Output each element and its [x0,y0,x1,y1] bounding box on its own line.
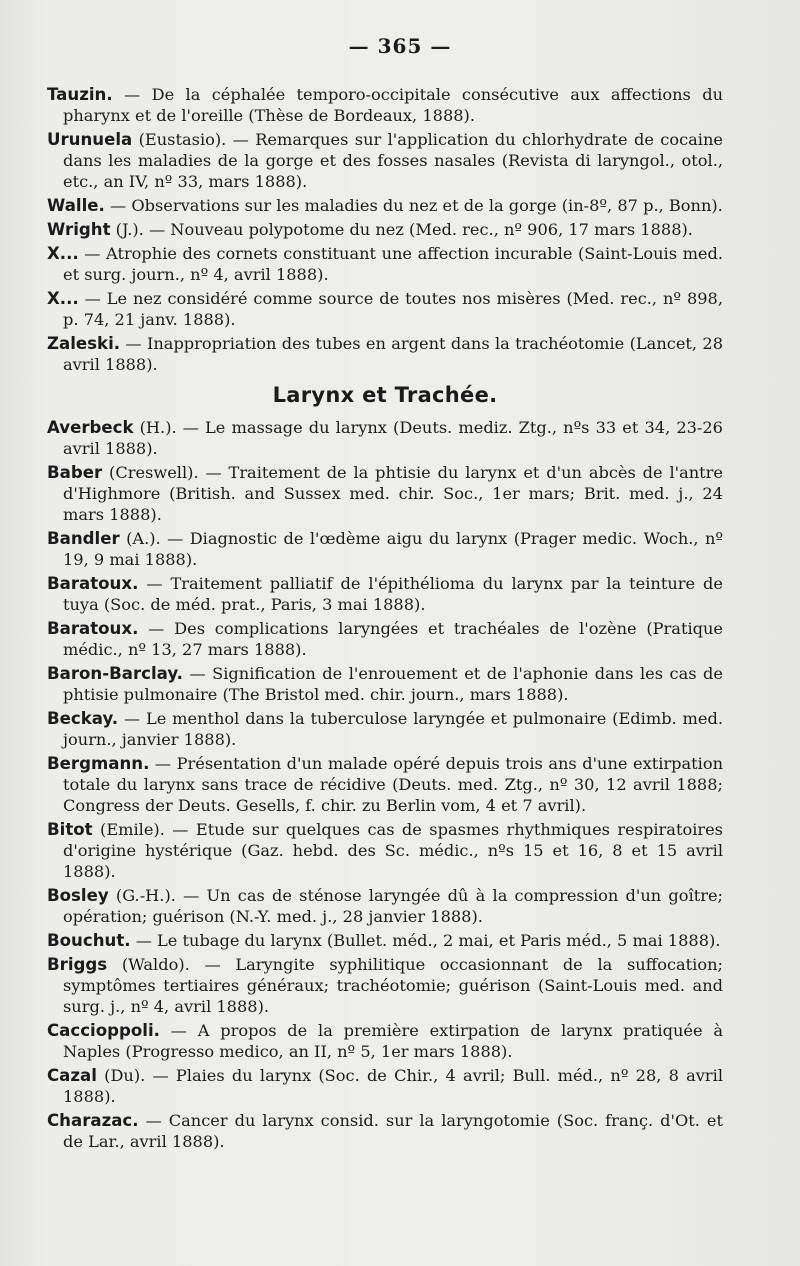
entry-author: Bandler [47,529,120,548]
bibliography-entry [47,954,723,1017]
entry-text: — Le nez considéré comme source de toutes nos misères (Med. rec., nº 898, p. 74, 21 janv. 1888). [63,289,723,329]
entry-text: — Le tubage du larynx (Bullet. méd., 2 mai, et Paris méd., 5 mai 1888). [130,931,721,950]
entry-text: (J.). — Nouveau polypotome du nez (Med. rec., nº 906, 17 mars 1888). [110,220,693,239]
bibliography-entry [47,573,723,615]
entries-after [47,417,723,1152]
entry-text: — Le menthol dans la tuberculose laryngée et pulmonaire (Edimb. med. journ., janvier 1888). [63,709,723,749]
entry-text: — De la céphalée temporo-occipitale consécutive aux affections du pharynx et de l'oreille (Thèse de Bordeaux, 1888). [63,85,723,125]
entry-text: — Signification de l'enrouement et de l'aphonie dans les cas de phtisie pulmonaire (The Bristol med. chir. journ., mars 1888). [63,664,723,704]
entry-text: — Observations sur les maladies du nez et de la gorge (in-8º, 87 p., Bonn). [104,196,723,215]
entry-author: Cazal [47,1066,97,1085]
bibliography-body [47,84,723,1155]
entry-text: — Traitement palliatif de l'épithélioma du larynx par la teinture de tuya (Soc. de méd. prat., Paris, 3 mai 1888). [63,574,723,614]
entry-author: Briggs [47,955,108,974]
entry-author: X... [47,289,79,308]
bibliography-entry [47,753,723,816]
entry-author: X... [47,244,79,263]
entry-text: (Eustasio). — Remarques sur l'application du chlorhydrate de cocaine dans les maladies de la gorge et des fosses nasales (Revista di laryngol., otol., etc., an IV, nº 33, mars 1888). [63,130,723,191]
bibliography-entry [47,219,723,240]
bibliography-entry [47,618,723,660]
entry-author: Caccioppoli. [47,1021,160,1040]
entry-text: (Waldo). — Laryngite syphilitique occasionnant de la suffocation; symptômes tertiaires généraux; trachéotomie; guérison (Saint-Louis med. and surg. j., nº 4, avril 1888). [63,955,723,1016]
entry-text: — Atrophie des cornets constituant une affection incurable (Saint-Louis med. et surg. journ., nº 4, avril 1888). [63,244,723,284]
bibliography-entry [47,462,723,525]
entry-author: Urunuela [47,130,133,149]
bibliography-entry [47,1065,723,1107]
entry-author: Walle. [47,196,105,215]
bibliography-entry [47,84,723,126]
bibliography-entry [47,129,723,192]
entry-author: Bosley [47,886,109,905]
bibliography-entry [47,333,723,375]
bibliography-entry [47,1110,723,1152]
bibliography-entry [47,243,723,285]
bibliography-entry [47,663,723,705]
entry-author: Averbeck [47,418,134,437]
bibliography-entry [47,885,723,927]
bibliography-entry [47,288,723,330]
entry-author: Baron-Barclay. [47,664,183,683]
entry-text: (A.). — Diagnostic de l'œdème aigu du larynx (Prager medic. Woch., nº 19, 9 mai 1888). [63,529,723,569]
entry-text: (Emile). — Etude sur quelques cas de spasmes rhythmiques respiratoires d'origine hystérique (Gaz. hebd. des Sc. médic., nºs 15 et 16, 8 et 15 avril 1888). [63,820,723,881]
entry-author: Wright [47,220,111,239]
entry-text: (Du). — Plaies du larynx (Soc. de Chir., 4 avril; Bull. méd., nº 28, 8 avril 1888). [63,1066,723,1106]
entry-author: Baratoux. [47,619,139,638]
entries-before [47,84,723,375]
bibliography-entry [47,417,723,459]
entry-author: Baratoux. [47,574,139,593]
entry-text: — A propos de la première extirpation de larynx pratiquée à Naples (Progresso medico, an II, nº 5, 1er mars 1888). [63,1021,723,1061]
bibliography-entry [47,195,723,216]
entry-author: Beckay. [47,709,119,728]
entry-text: (Creswell). — Traitement de la phtisie du larynx et d'un abcès de l'antre d'Highmore (British. and Sussex med. chir. Soc., 1er mars; Brit. med. j., 24 mars 1888). [63,463,723,524]
page-number: — 365 — [348,34,452,58]
entry-text: — Inappropriation des tubes en argent dans la trachéotomie (Lancet, 28 avril 1888). [63,334,723,374]
entry-author: Bitot [47,820,93,839]
bibliography-entry [47,708,723,750]
entry-text: (H.). — Le massage du larynx (Deuts. mediz. Ztg., nºs 33 et 34, 23-26 avril 1888). [63,418,723,458]
bibliography-entry [47,1020,723,1062]
bibliography-entry [47,819,723,882]
entry-text: — Cancer du larynx consid. sur la laryngotomie (Soc. franç. d'Ot. et de Lar., avril 1888). [63,1111,723,1151]
bibliography-entry [47,528,723,570]
bibliography-entry [47,930,723,951]
entry-author: Bouchut. [47,931,131,950]
entry-author: Tauzin. [47,85,113,104]
entry-author: Bergmann. [47,754,150,773]
entry-author: Zaleski. [47,334,121,353]
section-heading: Larynx et Trachée. [272,383,498,407]
entry-text: — Des complications laryngées et trachéales de l'ozène (Pratique médic., nº 13, 27 mars 1888). [63,619,723,659]
entry-author: Charazac. [47,1111,139,1130]
entry-text: — Présentation d'un malade opéré depuis trois ans d'une extirpation totale du larynx sans trace de récidive (Deuts. med. Ztg., nº 30, 12 avril 1888; Congress der Deuts. Gesells, f. chir. zu Berlin vom, 4 et 7 avril). [63,754,723,815]
entry-text: (G.-H.). — Un cas de sténose laryngée dû à la compression d'un goître; opération; guérison (N.-Y. med. j., 28 janvier 1888). [63,886,723,926]
entry-author: Baber [47,463,103,482]
